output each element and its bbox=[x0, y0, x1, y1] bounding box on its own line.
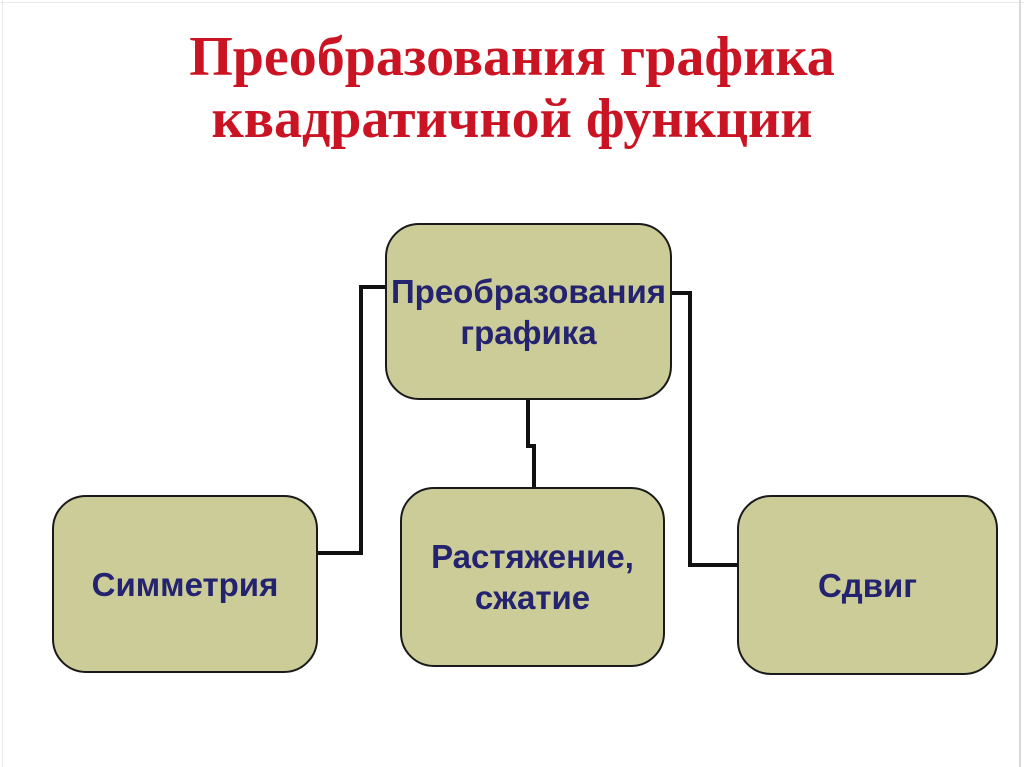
node-stretch-compress bbox=[400, 487, 665, 667]
node-symmetry-label: Симметрия bbox=[91, 565, 279, 603]
connector-left-horizontal-stub bbox=[359, 285, 387, 289]
connector-right-horizontal-end bbox=[690, 563, 737, 567]
node-transformations-label-line-1: Преобразования bbox=[390, 272, 667, 310]
node-shift-label: Сдвиг bbox=[817, 566, 918, 604]
node-symmetry bbox=[52, 495, 318, 673]
node-transformations-label-line-2: графика bbox=[460, 313, 597, 351]
node-shift bbox=[737, 495, 998, 675]
slide-frame-top-line bbox=[0, 2, 1024, 3]
slide-title bbox=[0, 26, 1024, 150]
slide-title-line-2: квадратичной функции bbox=[211, 88, 813, 150]
connector-right-vertical bbox=[688, 291, 692, 567]
node-transformations bbox=[385, 223, 672, 400]
connector-middle-vertical-lower bbox=[532, 444, 536, 490]
connector-middle-vertical-upper bbox=[526, 398, 530, 448]
node-stretch-compress-label-line-2: сжатие bbox=[474, 579, 591, 616]
connector-left-vertical bbox=[359, 285, 363, 555]
slide-title-line-1: Преобразования графика bbox=[189, 26, 835, 88]
connector-left-horizontal-end bbox=[318, 551, 363, 555]
node-stretch-compress-label-line-1: Растяжение, bbox=[431, 538, 634, 575]
